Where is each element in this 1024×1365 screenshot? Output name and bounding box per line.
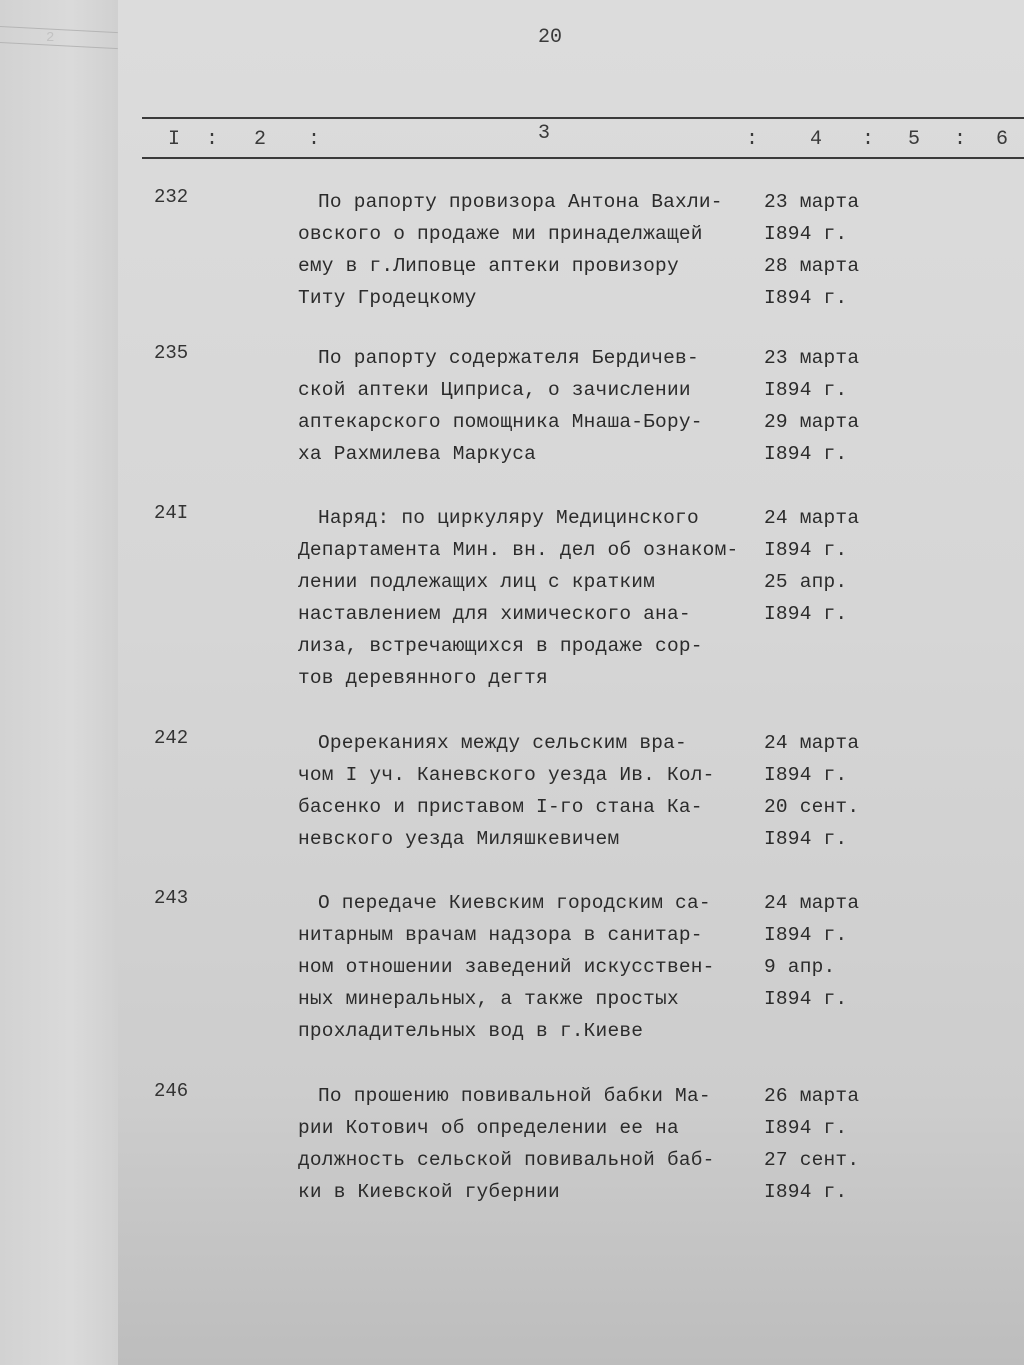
entry-dates — [764, 186, 904, 314]
date-end: 28 марта — [764, 255, 860, 277]
description-line: По прошению повивальной бабки Ма- — [318, 1085, 711, 1107]
ghost-mark: 2 — [46, 30, 55, 46]
description-line: По рапорту содержателя Бердичев- — [318, 347, 699, 369]
date-end: 20 сент. — [764, 796, 860, 818]
entry-number: 232 — [154, 186, 189, 208]
adjacent-page-edge — [0, 0, 119, 1365]
description-line: ха Рахмилева Маркуса — [298, 443, 537, 465]
description-line: Оререканиях между сельским вра- — [318, 732, 687, 754]
column-separator: : — [206, 128, 219, 151]
date-end-year: I894 г. — [764, 988, 848, 1010]
description-line: Титу Гродецкому — [298, 287, 477, 309]
date-start: 23 марта — [764, 347, 860, 369]
date-start-year: I894 г. — [764, 379, 848, 401]
entry-number: 242 — [154, 727, 189, 749]
description-line: овского о продаже ми принаделжащей — [298, 223, 703, 245]
date-end: 27 сент. — [764, 1149, 860, 1171]
description-line: рии Котович об определении ее на — [298, 1117, 679, 1139]
column-header-4: 4 — [810, 128, 823, 151]
column-separator: : — [746, 128, 759, 151]
description-line: ном отношении заведений искусствен- — [298, 956, 715, 978]
date-end-year: I894 г. — [764, 287, 848, 309]
description-line: ской аптеки Циприса, о зачислении — [298, 379, 691, 401]
description-line: должность сельской повивальной баб- — [298, 1149, 715, 1171]
description-line: О передаче Киевским городским са- — [318, 892, 711, 914]
date-start-year: I894 г. — [764, 764, 848, 786]
date-start: 23 марта — [764, 191, 860, 213]
date-start: 26 марта — [764, 1085, 860, 1107]
description-line: нитарным врачам надзора в санитар- — [298, 924, 703, 946]
header-rule-top — [142, 117, 1024, 119]
column-separator: : — [862, 128, 875, 151]
entry-description — [298, 1080, 768, 1208]
document-page — [118, 0, 1024, 1365]
entry-dates — [764, 502, 904, 630]
column-header-3: 3 — [538, 122, 551, 145]
date-start-year: I894 г. — [764, 223, 848, 245]
description-line: невского уезда Миляшкевичем — [298, 828, 620, 850]
description-line: тов деревянного дегтя — [298, 667, 548, 689]
date-start-year: I894 г. — [764, 539, 848, 561]
description-line: ки в Киевской губернии — [298, 1181, 560, 1203]
description-line: ных минеральных, а также простых — [298, 988, 679, 1010]
entry-dates — [764, 887, 904, 1015]
description-line: лении подлежащих лиц с кратким — [298, 571, 656, 593]
date-start: 24 марта — [764, 507, 860, 529]
date-start-year: I894 г. — [764, 924, 848, 946]
date-start: 24 марта — [764, 892, 860, 914]
column-header-5: 5 — [908, 128, 921, 151]
header-rule-bottom — [142, 157, 1024, 159]
description-line: прохладительных вод в г.Киеве — [298, 1020, 644, 1042]
page-number: 20 — [538, 26, 563, 49]
column-separator: : — [308, 128, 321, 151]
description-line: аптекарского помощника Мнаша-Бору- — [298, 411, 703, 433]
entry-dates — [764, 342, 904, 470]
date-end-year: I894 г. — [764, 1181, 848, 1203]
entry-description — [298, 186, 768, 314]
date-end-year: I894 г. — [764, 603, 848, 625]
date-start: 24 марта — [764, 732, 860, 754]
date-start-year: I894 г. — [764, 1117, 848, 1139]
description-line: чом I уч. Каневского уезда Ив. Кол- — [298, 764, 715, 786]
entry-description — [298, 887, 768, 1047]
ghost-rule — [0, 26, 118, 33]
date-end-year: I894 г. — [764, 443, 848, 465]
entry-number: 235 — [154, 342, 189, 364]
entry-number: 246 — [154, 1080, 189, 1102]
description-line: По рапорту провизора Антона Вахли- — [318, 191, 723, 213]
entry-number: 24I — [154, 502, 189, 524]
entry-description — [298, 342, 768, 470]
description-line: Наряд: по циркуляру Медицинского — [318, 507, 699, 529]
date-end-year: I894 г. — [764, 828, 848, 850]
column-separator: : — [954, 128, 967, 151]
entry-dates — [764, 727, 904, 855]
entry-number: 243 — [154, 887, 189, 909]
column-header-6: 6 — [996, 128, 1009, 151]
entry-description — [298, 502, 768, 694]
description-line: ему в г.Липовце аптеки провизору — [298, 255, 679, 277]
description-line: басенко и приставом I-го стана Ка- — [298, 796, 703, 818]
description-line: лиза, встречающихся в продаже сор- — [298, 635, 703, 657]
column-header-1: I — [168, 128, 181, 151]
column-header-2: 2 — [254, 128, 267, 151]
description-line: Департамента Мин. вн. дел об ознаком- — [298, 539, 739, 561]
description-line: наставлением для химического ана- — [298, 603, 691, 625]
date-end: 29 марта — [764, 411, 860, 433]
date-end: 9 апр. — [764, 956, 836, 978]
ghost-rule — [0, 42, 118, 49]
entry-dates — [764, 1080, 904, 1208]
date-end: 25 апр. — [764, 571, 848, 593]
entry-description — [298, 727, 768, 855]
